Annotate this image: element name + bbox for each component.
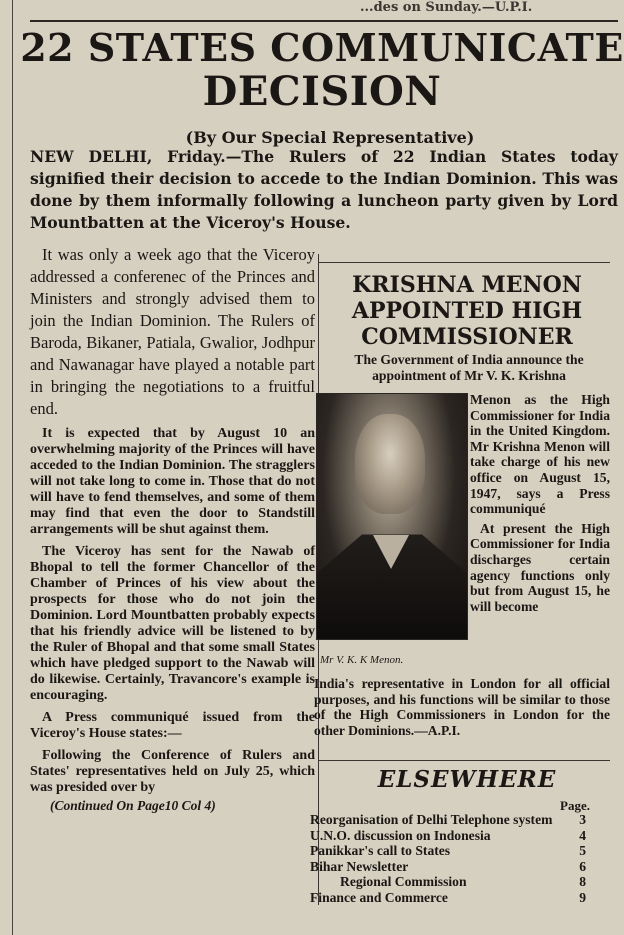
byline: (By Our Special Representative)	[185, 128, 475, 147]
headline-line-2: DECISION	[202, 68, 442, 115]
photo-face	[355, 414, 425, 514]
index-item-page: 5	[579, 843, 586, 858]
elsewhere-top-rule	[318, 760, 610, 761]
krishna-intro: The Government of India announce the appointment of Mr V. K. Krishna	[354, 352, 584, 383]
krishna-top-rule	[318, 262, 610, 263]
index-item-title: Reorganisation of Delhi Telephone system	[310, 812, 553, 827]
index-item-page: 9	[579, 889, 586, 905]
lead-text: The Rulers of 22 Indian States today signified their decision to accede to the Indian Dominion. This was done by them informally following a luncheon party given by Lord Mountbatten at the Viceroy's House.	[30, 147, 618, 232]
index-item-page: 6	[579, 858, 586, 874]
main-headline	[20, 26, 624, 114]
left-column-rule	[12, 0, 13, 935]
index-item-title: Finance and Commerce	[310, 889, 448, 905]
elsewhere-title: ELSEWHERE	[377, 766, 557, 793]
krishna-side-paragraph-2: At present the High Commissioner for India discharges certain agency functions only but from August 15, he will become	[470, 520, 610, 614]
top-fragment: ...des on Sunday.—U.P.I.	[360, 0, 533, 15]
top-rule	[30, 20, 618, 22]
index-item	[310, 874, 586, 890]
index-item-title: Panikkar's call to States	[310, 843, 451, 858]
index-item-title: Regional Commission	[340, 874, 467, 889]
index-item	[310, 812, 586, 828]
index-item	[310, 890, 586, 906]
index-item-page: 3	[579, 812, 586, 827]
headline-line-1: 22 STATES COMMUNICATE	[20, 25, 624, 70]
krishna-closing-text: India's representative in London for all official purposes, and his functions will be similar to those of the High Commissioners in London for the other Dominions.—A.P.I.	[314, 676, 610, 738]
page-column-header: Page.	[560, 798, 590, 813]
article-paragraph-1: It was only a week ago that the Viceroy addressed a conferenec of the Princes and Ministers and strongly advised them to join the Indian Dominion. The Rulers of Baroda, Bikaner, Patiala, Gwalior, Jodhpur and Nawanagar have played a notable part in bringing the negotiations to a fruitful end.	[30, 245, 315, 418]
portrait-photo	[316, 393, 468, 640]
index-item	[310, 843, 586, 859]
krishna-side-text	[470, 392, 610, 614]
main-article-column	[30, 244, 315, 814]
index-item-title: U.N.O. discussion on Indonesia	[310, 827, 491, 843]
lead-paragraph	[30, 146, 618, 234]
krishna-side-paragraph-1: Menon as the High Commissioner for India in the United Kingdom. Mr Krishna Menon will take charge of his new office on August 15, 1947, says a Press communiqué	[470, 392, 610, 517]
index-item-title: Bihar Newsletter	[310, 858, 409, 874]
dateline: NEW DELHI, Friday.—	[30, 147, 242, 166]
article-paragraph-3: The Viceroy has sent for the Nawab of Bhopal to tell the former Chancellor of the Chamber of Princes of his view about the prospects for those who do not join the Dominion. Lord Mountbatten probably expects that his friendly advice will be listened to by the Ruler of Bhopal and that some small States which have pledged support to the Nawab will do likewise. Certainly, Travancore's example is encouraging.	[30, 544, 315, 703]
index-item-page: 4	[579, 827, 586, 843]
index-item-page: 8	[579, 874, 586, 889]
index-item	[310, 828, 586, 844]
continued-note: (Continued On Page10 Col 4)	[50, 798, 216, 813]
article-paragraph-2: It is expected that by August 10 an overwhelming majority of the Princes will have acceded to the Indian Dominion. The stragglers will not take long to come in. Those that do not will have to fend themselves, and some of them may find that even the door to Standstill arrangements will be shut against them.	[30, 426, 315, 537]
article-paragraph-4: A Press communiqué issued from the Viceroy's House states:—	[30, 710, 315, 741]
krishna-headline: KRISHNA MENON APPOINTED HIGH COMMISSIONER	[351, 272, 583, 350]
photo-caption: Mr V. K. K Menon.	[320, 654, 404, 666]
elsewhere-index	[310, 812, 586, 905]
index-item	[310, 859, 586, 875]
article-paragraph-5: Following the Conference of Rulers and States' representatives held on July 25, which was presided over by	[30, 748, 315, 795]
